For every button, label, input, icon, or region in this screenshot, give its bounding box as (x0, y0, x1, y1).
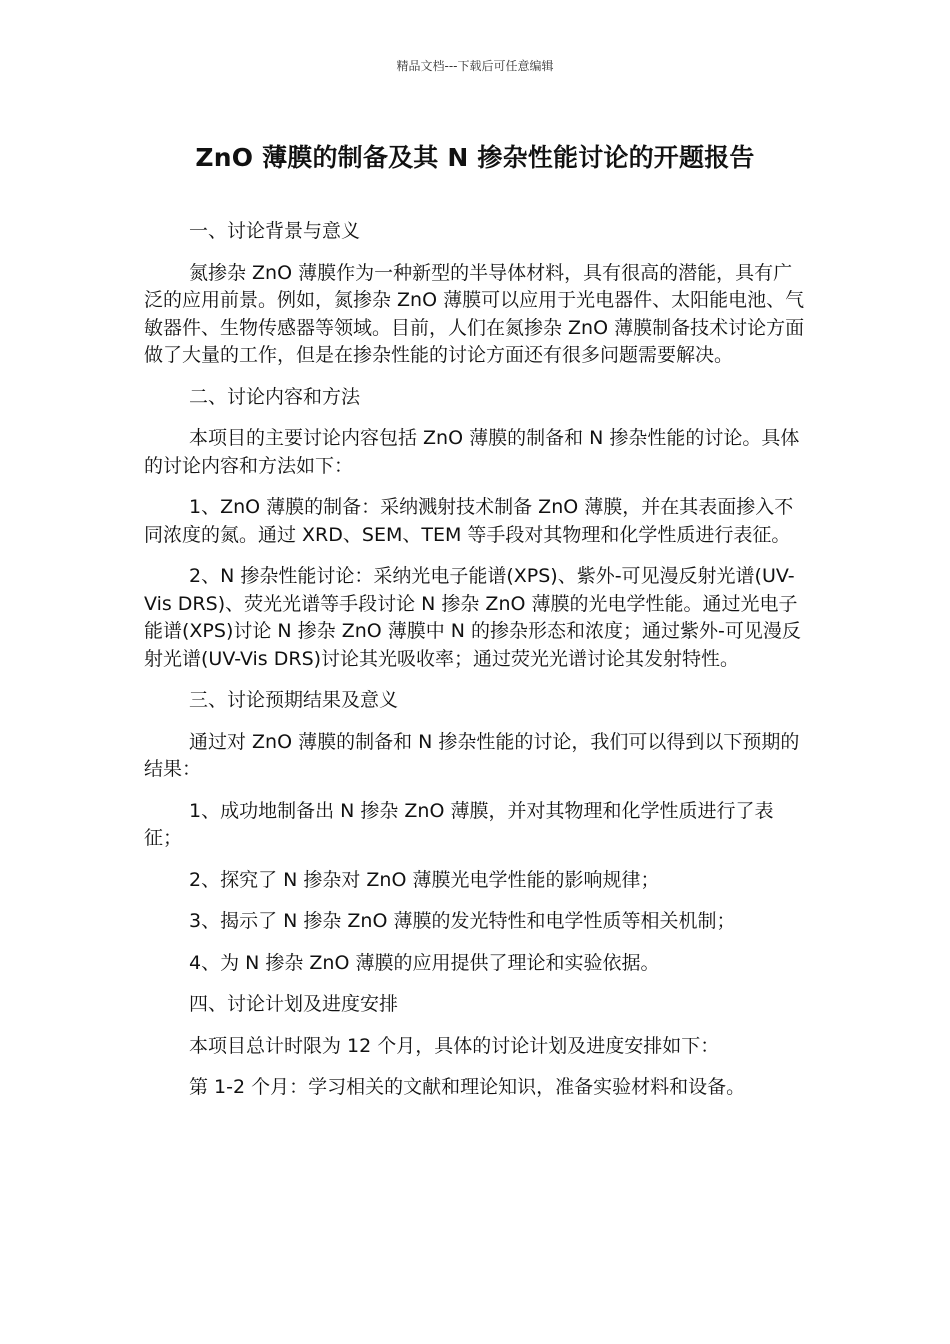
document-title: ZnO 薄膜的制备及其 N 掺杂性能讨论的开题报告 (195, 143, 755, 172)
paragraph-item-preparation: 1、ZnO 薄膜的制备：采纳溅射技术制备 ZnO 薄膜，并在其表面掺入不同浓度的氮。通过 XRD、SEM、TEM 等手段对其物理和化学性质进行表征。 (144, 496, 794, 546)
paragraph-result-2: 2、探究了 N 掺杂对 ZnO 薄膜光电学性能的影响规律； (189, 868, 660, 891)
paragraph-result-4: 4、为 N 掺杂 ZnO 薄膜的应用提供了理论和实验依据。 (189, 951, 660, 974)
paragraph-schedule-intro: 本项目总计时限为 12 个月，具体的讨论计划及进度安排如下： (189, 1034, 720, 1057)
paragraph-item-doping: 2、N 掺杂性能讨论：采纳光电子能谱(XPS)、紫外-可见漫反射光谱(UV-Vis DRS)、荧光光谱等手段讨论 N 掺杂 ZnO 薄膜的光电学性能。通过光电子能谱(XPS)讨论 N 掺杂 ZnO 薄膜中 N 的掺杂形态和浓度；通过紫外-可见漫反射光谱(UV-Vis DRS)讨论其光吸收率；通过荧光光谱讨论其发射特性。 (144, 565, 801, 670)
section-heading-2: 二、讨论内容和方法 (189, 385, 361, 408)
paragraph-result-1: 1、成功地制备出 N 掺杂 ZnO 薄膜，并对其物理和化学性质进行了表征； (144, 799, 774, 849)
paragraph-schedule-month-1-2: 第 1-2 个月：学习相关的文献和理论知识，准备实验材料和设备。 (189, 1076, 746, 1098)
document-body (144, 218, 806, 1102)
paragraph-expected-intro: 通过对 ZnO 薄膜的制备和 N 掺杂性能的讨论，我们可以得到以下预期的结果： (144, 730, 800, 780)
section-heading-1: 一、讨论背景与意义 (189, 220, 361, 242)
section-heading-4: 四、讨论计划及进度安排 (189, 993, 399, 1015)
paragraph-background: 氮掺杂 ZnO 薄膜作为一种新型的半导体材料，具有很高的潜能，具有广泛的应用前景。例如，氮掺杂 ZnO 薄膜可以应用于光电器件、太阳能电池、气敏器件、生物传感器等领域。目前，人们在氮掺杂 ZnO 薄膜制备技术讨论方面做了大量的工作，但是在掺杂性能的讨论方面还有很多问题需要解决。 (144, 261, 805, 366)
section-heading-3: 三、讨论预期结果及意义 (189, 689, 399, 711)
paragraph-result-3: 3、揭示了 N 掺杂 ZnO 薄膜的发光特性和电学性质等相关机制； (189, 910, 736, 932)
paragraph-research-intro: 本项目的主要讨论内容包括 ZnO 薄膜的制备和 N 掺杂性能的讨论。具体的讨论内容和方法如下： (144, 427, 800, 477)
page-header: 精品文档---下载后可任意编辑 (396, 59, 554, 73)
